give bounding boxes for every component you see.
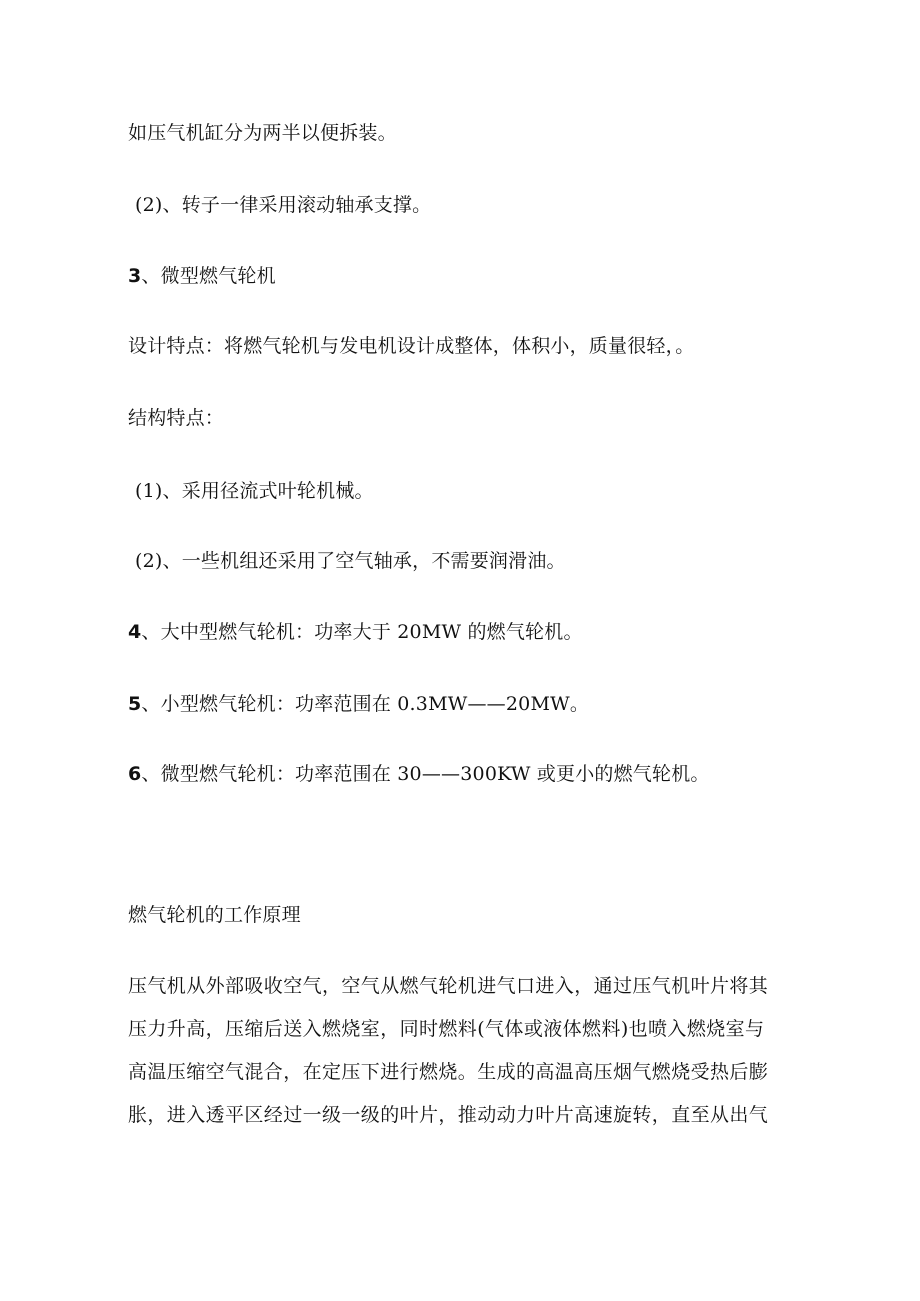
heading-micro-gas-turbine [128,264,276,288]
text-line-design-features: 设计特点：将燃气轮机与发电机设计成整体，体积小，质量很轻，。 [128,335,695,357]
text-line-radial-impeller: (1)、采用径流式叶轮机械。 [135,480,374,502]
text-line-compressor-casing: 如压气机缸分为两半以便拆装。 [128,122,397,144]
item-text: 、微型燃气轮机：功率范围在 30——300KW 或更小的燃气轮机。 [141,763,710,785]
paragraph-line: 压气机从外部吸收空气，空气从燃气轮机进气口进入，通过压气机叶片将其 [128,975,769,997]
paragraph-line: 压力升高，压缩后送入燃烧室，同时燃料(气体或液体燃料)也喷入燃烧室与 [128,1018,765,1040]
text-line-small-turbine [128,692,589,716]
item-text: 、小型燃气轮机：功率范围在 0.3MW——20MW。 [141,693,590,715]
heading-text: 、微型燃气轮机 [141,265,276,287]
section-title: 燃气轮机的工作原理 [128,904,301,926]
paragraph-line: 高温压缩空气混合，在定压下进行燃烧。生成的高温高压烟气燃烧受热后膨 [128,1061,769,1083]
text-line-micro-turbine-power [128,762,710,786]
item-text: 、大中型燃气轮机：功率大于 20MW 的燃气轮机。 [141,621,583,643]
item-number: 5 [128,693,142,715]
text-line-large-turbine [128,620,583,644]
working-principle-paragraph [128,974,798,1146]
paragraph-line: 胀，进入透平区经过一级一级的叶片，推动动力叶片高速旋转，直至从出气 [128,1104,769,1126]
item-number: 4 [128,621,142,643]
heading-number: 3 [128,265,142,287]
item-number: 6 [128,763,142,785]
text-line-air-bearing: (2)、一些机组还采用了空气轴承，不需要润滑油。 [135,550,566,572]
text-line-rotor-bearing: (2)、转子一律采用滚动轴承支撑。 [135,194,432,216]
text-line-structure-features: 结构特点： [128,407,225,429]
